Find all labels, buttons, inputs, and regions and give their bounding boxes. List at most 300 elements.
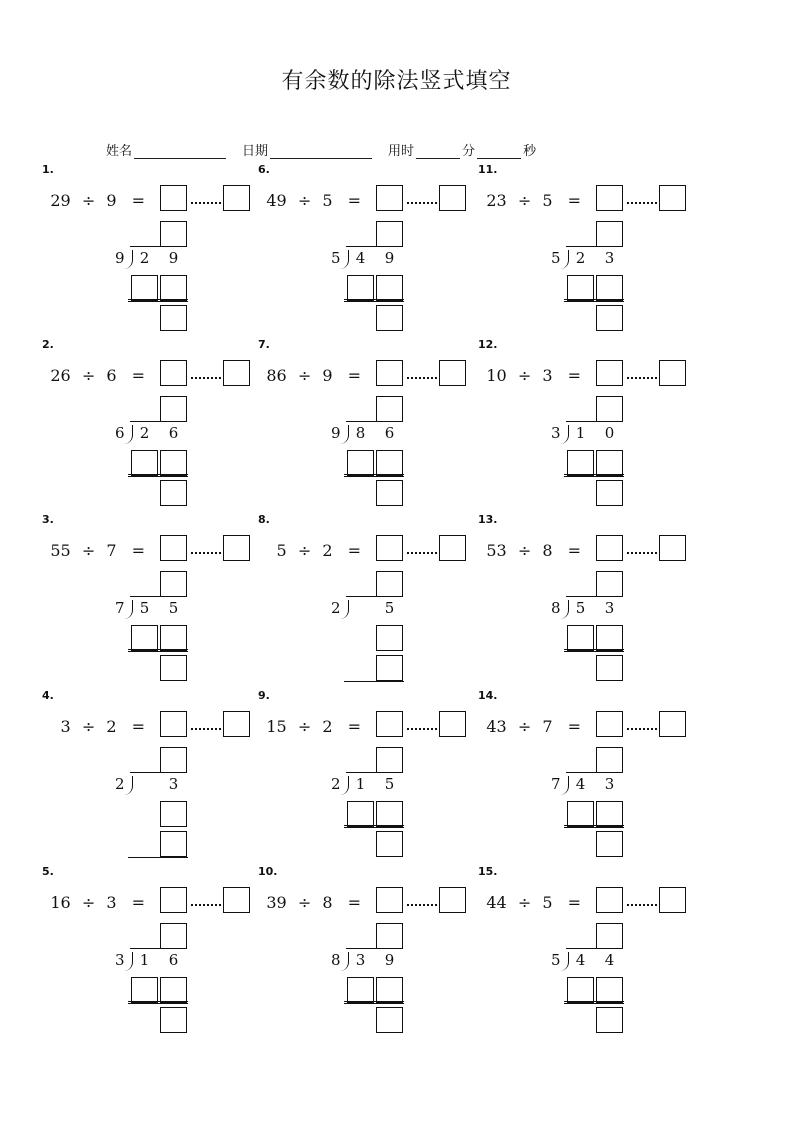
division-bar <box>346 596 402 597</box>
equation <box>277 541 361 560</box>
long-division-divisor: 7 <box>551 775 561 793</box>
equation <box>50 191 145 210</box>
equals-sign: = <box>131 717 145 736</box>
remainder-answer-box[interactable] <box>223 360 250 386</box>
division-bar <box>566 948 622 949</box>
subtraction-line <box>564 827 624 828</box>
dividend-ones-digit: 3 <box>604 775 615 793</box>
problem-number: 15. <box>478 865 498 878</box>
equation <box>486 717 581 736</box>
division-problem <box>478 338 698 513</box>
dividend-tens-digit: 2 <box>139 249 150 267</box>
equals-sign: = <box>131 366 145 385</box>
problem-number: 8. <box>258 513 270 526</box>
dividend-ones-digit: 9 <box>168 249 179 267</box>
division-bar <box>566 772 622 773</box>
product-ones-box[interactable] <box>596 977 623 1003</box>
division-problem <box>258 865 478 1040</box>
remainder-answer-box[interactable] <box>439 887 466 913</box>
divisor: 2 <box>322 717 333 736</box>
dividend-tens-digit: 2 <box>575 249 586 267</box>
division-problem <box>42 338 262 513</box>
product-tens-box[interactable] <box>347 977 374 1003</box>
remainder-answer-box[interactable] <box>223 887 250 913</box>
remainder-dots <box>407 724 437 730</box>
product-ones-box[interactable] <box>596 801 623 827</box>
dividend: 43 <box>486 717 507 736</box>
subtraction-line <box>128 1003 188 1004</box>
remainder-dots <box>191 724 221 730</box>
remainder-box[interactable] <box>376 831 403 857</box>
divisor: 5 <box>322 191 333 210</box>
equals-sign: = <box>131 893 145 912</box>
subtraction-line <box>564 474 624 475</box>
divide-sign: ÷ <box>81 191 96 210</box>
division-bar <box>130 596 186 597</box>
dividend-tens-digit: 4 <box>575 775 586 793</box>
subtraction-line <box>344 299 404 300</box>
quotient-answer-box[interactable] <box>160 887 187 913</box>
subtraction-line <box>344 476 404 477</box>
subtraction-line <box>564 1001 624 1002</box>
division-bar <box>346 948 402 949</box>
remainder-box[interactable] <box>160 480 187 506</box>
dividend-tens-digit: 2 <box>139 424 150 442</box>
remainder-dots <box>627 900 657 906</box>
subtraction-line <box>564 1003 624 1004</box>
dividend-tens-digit: 4 <box>575 951 586 969</box>
quotient-answer-box[interactable] <box>376 711 403 737</box>
equation <box>266 717 361 736</box>
name-label: 姓名 <box>106 144 133 159</box>
equals-sign: = <box>347 541 361 560</box>
remainder-box[interactable] <box>160 305 187 331</box>
remainder-answer-box[interactable] <box>223 535 250 561</box>
divisor: 8 <box>542 541 553 560</box>
divide-sign: ÷ <box>297 191 312 210</box>
divide-sign: ÷ <box>517 191 532 210</box>
remainder-box[interactable] <box>376 480 403 506</box>
divisor: 3 <box>106 893 117 912</box>
seconds-field-line[interactable] <box>477 144 521 159</box>
divisor: 7 <box>542 717 553 736</box>
remainder-answer-box[interactable] <box>439 185 466 211</box>
divide-sign: ÷ <box>517 541 532 560</box>
quotient-digit-box[interactable] <box>376 923 403 949</box>
subtraction-line <box>128 474 188 475</box>
long-division-divisor: 8 <box>551 599 561 617</box>
division-problem <box>478 163 698 338</box>
product-tens-box[interactable] <box>567 450 594 476</box>
long-division-divisor: 9 <box>331 424 341 442</box>
dividend-ones-digit: 0 <box>604 424 615 442</box>
product-ones-box[interactable] <box>596 450 623 476</box>
dividend-tens-digit: 4 <box>355 249 366 267</box>
subtraction-line <box>344 825 404 826</box>
subtraction-line <box>564 649 624 650</box>
long-division-divisor: 9 <box>115 249 125 267</box>
quotient-digit-box[interactable] <box>596 747 623 773</box>
quotient-digit-box[interactable] <box>376 221 403 247</box>
remainder-box[interactable] <box>596 655 623 681</box>
dividend-ones-digit: 5 <box>384 775 395 793</box>
product-ones-box[interactable] <box>376 801 403 827</box>
division-problem <box>258 689 478 864</box>
equation <box>50 541 145 560</box>
remainder-dots <box>191 900 221 906</box>
second-label: 秒 <box>523 144 537 159</box>
subtraction-line <box>564 299 624 300</box>
subtraction-line <box>128 476 188 477</box>
minute-label: 分 <box>462 144 476 159</box>
dividend-ones-digit: 9 <box>384 249 395 267</box>
product-ones-box[interactable] <box>160 625 187 651</box>
equals-sign: = <box>567 366 581 385</box>
divisor: 7 <box>106 541 117 560</box>
dividend: 10 <box>486 366 507 385</box>
quotient-digit-box[interactable] <box>376 747 403 773</box>
problem-number: 4. <box>42 689 54 702</box>
remainder-dots <box>627 198 657 204</box>
equals-sign: = <box>567 541 581 560</box>
remainder-box[interactable] <box>160 1007 187 1033</box>
remainder-dots <box>627 373 657 379</box>
division-problem <box>42 513 262 688</box>
problem-number: 9. <box>258 689 270 702</box>
remainder-box[interactable] <box>160 655 187 681</box>
long-division-divisor: 6 <box>115 424 125 442</box>
quotient-digit-box[interactable] <box>160 747 187 773</box>
subtraction-line <box>128 299 188 300</box>
divide-sign: ÷ <box>81 366 96 385</box>
remainder-answer-box[interactable] <box>659 887 686 913</box>
dividend-ones-digit: 9 <box>384 951 395 969</box>
problem-number: 13. <box>478 513 498 526</box>
remainder-box[interactable] <box>376 305 403 331</box>
equals-sign: = <box>131 541 145 560</box>
division-problem <box>42 163 262 338</box>
subtraction-line <box>128 1001 188 1002</box>
dividend-ones-digit: 3 <box>604 599 615 617</box>
product-tens-box[interactable] <box>567 275 594 301</box>
product-ones-box[interactable] <box>160 275 187 301</box>
remainder-dots <box>191 548 221 554</box>
equation <box>486 893 581 912</box>
dividend: 15 <box>266 717 287 736</box>
remainder-answer-box[interactable] <box>659 360 686 386</box>
quotient-digit-box[interactable] <box>160 571 187 597</box>
name-field-line[interactable] <box>134 144 226 159</box>
remainder-answer-box[interactable] <box>223 711 250 737</box>
subtraction-line <box>344 827 404 828</box>
division-bracket <box>340 600 349 619</box>
dividend-ones-digit: 5 <box>168 599 179 617</box>
dividend: 39 <box>266 893 287 912</box>
divide-sign: ÷ <box>297 893 312 912</box>
remainder-box[interactable] <box>376 655 403 681</box>
product-ones-box[interactable] <box>596 625 623 651</box>
equation <box>266 893 361 912</box>
division-bar <box>346 772 402 773</box>
quotient-digit-box[interactable] <box>376 396 403 422</box>
dividend: 49 <box>266 191 287 210</box>
remainder-dots <box>627 724 657 730</box>
product-ones-box[interactable] <box>376 625 403 651</box>
division-bar <box>566 246 622 247</box>
product-tens-box[interactable] <box>131 450 158 476</box>
product-ones-box[interactable] <box>160 450 187 476</box>
divide-sign: ÷ <box>81 541 96 560</box>
product-tens-box[interactable] <box>347 275 374 301</box>
quotient-digit-box[interactable] <box>160 221 187 247</box>
subtraction-line <box>128 649 188 650</box>
problem-number: 1. <box>42 163 54 176</box>
quotient-answer-box[interactable] <box>376 535 403 561</box>
divisor: 5 <box>542 893 553 912</box>
remainder-dots <box>191 373 221 379</box>
divide-sign: ÷ <box>81 717 96 736</box>
remainder-box[interactable] <box>596 480 623 506</box>
subtraction-line <box>344 1003 404 1004</box>
quotient-digit-box[interactable] <box>160 396 187 422</box>
quotient-digit-box[interactable] <box>160 923 187 949</box>
equals-sign: = <box>347 366 361 385</box>
long-division-divisor: 7 <box>115 599 125 617</box>
divide-sign: ÷ <box>297 541 312 560</box>
division-bar <box>130 948 186 949</box>
product-tens-box[interactable] <box>347 450 374 476</box>
remainder-answer-box[interactable] <box>439 535 466 561</box>
divide-sign: ÷ <box>517 893 532 912</box>
quotient-digit-box[interactable] <box>596 923 623 949</box>
equals-sign: = <box>567 717 581 736</box>
long-division-divisor: 2 <box>331 775 341 793</box>
equation <box>266 191 361 210</box>
dividend-tens-digit: 3 <box>355 951 366 969</box>
remainder-answer-box[interactable] <box>659 535 686 561</box>
product-ones-box[interactable] <box>596 275 623 301</box>
product-ones-box[interactable] <box>160 801 187 827</box>
product-ones-box[interactable] <box>160 977 187 1003</box>
dividend-tens-digit: 1 <box>575 424 586 442</box>
problem-number: 6. <box>258 163 270 176</box>
product-tens-box[interactable] <box>347 801 374 827</box>
dividend-tens-digit: 8 <box>355 424 366 442</box>
equation <box>61 717 145 736</box>
divide-sign: ÷ <box>81 893 96 912</box>
dividend: 16 <box>50 893 71 912</box>
long-division-divisor: 2 <box>331 599 341 617</box>
division-problem <box>258 513 478 688</box>
quotient-answer-box[interactable] <box>596 185 623 211</box>
divisor: 9 <box>322 366 333 385</box>
equation <box>486 366 581 385</box>
divisor: 3 <box>542 366 553 385</box>
product-ones-box[interactable] <box>376 450 403 476</box>
quotient-digit-box[interactable] <box>376 571 403 597</box>
divide-sign: ÷ <box>297 717 312 736</box>
quotient-answer-box[interactable] <box>376 887 403 913</box>
product-ones-box[interactable] <box>376 275 403 301</box>
subtraction-line <box>344 301 404 302</box>
division-problem <box>42 865 262 1040</box>
product-tens-box[interactable] <box>131 275 158 301</box>
problem-number: 7. <box>258 338 270 351</box>
remainder-dots <box>191 198 221 204</box>
divide-sign: ÷ <box>517 366 532 385</box>
quotient-digit-box[interactable] <box>596 396 623 422</box>
remainder-dots <box>407 373 437 379</box>
quotient-answer-box[interactable] <box>596 535 623 561</box>
divisor: 9 <box>106 191 117 210</box>
division-bar <box>130 421 186 422</box>
dividend-ones-digit: 6 <box>168 424 179 442</box>
equals-sign: = <box>567 191 581 210</box>
dividend-ones-digit: 3 <box>168 775 179 793</box>
student-info-row <box>106 140 536 159</box>
dividend-tens-digit: 5 <box>575 599 586 617</box>
problem-number: 5. <box>42 865 54 878</box>
divide-sign: ÷ <box>517 717 532 736</box>
dividend: 55 <box>50 541 71 560</box>
long-division-divisor: 3 <box>115 951 125 969</box>
product-ones-box[interactable] <box>376 977 403 1003</box>
quotient-answer-box[interactable] <box>596 360 623 386</box>
division-bar <box>566 596 622 597</box>
long-division-divisor: 3 <box>551 424 561 442</box>
quotient-answer-box[interactable] <box>376 185 403 211</box>
division-bar <box>346 246 402 247</box>
problem-number: 2. <box>42 338 54 351</box>
division-problem <box>478 689 698 864</box>
quotient-answer-box[interactable] <box>160 360 187 386</box>
division-bar <box>130 772 186 773</box>
date-field-line[interactable] <box>270 144 372 159</box>
long-division-divisor: 5 <box>551 951 561 969</box>
division-problem <box>478 865 698 1040</box>
equals-sign: = <box>347 191 361 210</box>
quotient-answer-box[interactable] <box>160 711 187 737</box>
remainder-answer-box[interactable] <box>659 185 686 211</box>
dividend: 29 <box>50 191 71 210</box>
subtraction-line <box>564 476 624 477</box>
division-problem <box>478 513 698 688</box>
dividend: 26 <box>50 366 71 385</box>
remainder-answer-box[interactable] <box>439 360 466 386</box>
remainder-answer-box[interactable] <box>439 711 466 737</box>
divisor: 6 <box>106 366 117 385</box>
dividend: 53 <box>486 541 507 560</box>
dividend-tens-digit: 5 <box>139 599 150 617</box>
subtraction-line <box>564 825 624 826</box>
product-tens-box[interactable] <box>567 625 594 651</box>
division-bar <box>130 246 186 247</box>
page-title: 有余数的除法竖式填空 <box>281 69 512 94</box>
division-problem <box>258 163 478 338</box>
quotient-answer-box[interactable] <box>160 185 187 211</box>
quotient-answer-box[interactable] <box>596 887 623 913</box>
equals-sign: = <box>567 893 581 912</box>
equation <box>486 541 581 560</box>
remainder-answer-box[interactable] <box>223 185 250 211</box>
remainder-dots <box>407 900 437 906</box>
dividend: 3 <box>60 717 71 736</box>
equation <box>266 366 361 385</box>
date-label: 日期 <box>242 144 269 159</box>
problem-number: 3. <box>42 513 54 526</box>
remainder-dots <box>407 548 437 554</box>
dividend-tens-digit: 1 <box>139 951 150 969</box>
division-problem <box>258 338 478 513</box>
subtraction-line <box>128 651 188 652</box>
subtraction-line <box>564 301 624 302</box>
divisor: 8 <box>322 893 333 912</box>
long-division-divisor: 8 <box>331 951 341 969</box>
dividend: 23 <box>486 191 507 210</box>
divisor: 2 <box>322 541 333 560</box>
remainder-dots <box>627 548 657 554</box>
product-tens-box[interactable] <box>131 625 158 651</box>
subtraction-line <box>128 301 188 302</box>
remainder-answer-box[interactable] <box>659 711 686 737</box>
divisor: 2 <box>106 717 117 736</box>
equals-sign: = <box>131 191 145 210</box>
dividend-ones-digit: 6 <box>384 424 395 442</box>
problem-number: 10. <box>258 865 278 878</box>
equals-sign: = <box>347 717 361 736</box>
problem-number: 11. <box>478 163 498 176</box>
product-tens-box[interactable] <box>567 977 594 1003</box>
problem-number: 14. <box>478 689 498 702</box>
dividend: 44 <box>486 893 507 912</box>
remainder-box[interactable] <box>160 831 187 857</box>
dividend-ones-digit: 3 <box>604 249 615 267</box>
subtraction-line <box>344 681 404 682</box>
subtraction-line <box>344 1001 404 1002</box>
division-bar <box>566 421 622 422</box>
long-division-divisor: 5 <box>551 249 561 267</box>
subtraction-line <box>564 651 624 652</box>
remainder-dots <box>407 198 437 204</box>
division-bracket <box>124 776 133 795</box>
dividend: 86 <box>266 366 287 385</box>
divisor: 5 <box>542 191 553 210</box>
remainder-box[interactable] <box>376 1007 403 1033</box>
minutes-field-line[interactable] <box>416 144 460 159</box>
long-division-divisor: 5 <box>331 249 341 267</box>
quotient-answer-box[interactable] <box>376 360 403 386</box>
dividend-tens-digit: 1 <box>355 775 366 793</box>
dividend-ones-digit: 5 <box>384 599 395 617</box>
equals-sign: = <box>347 893 361 912</box>
dividend-ones-digit: 6 <box>168 951 179 969</box>
quotient-digit-box[interactable] <box>596 571 623 597</box>
long-division-divisor: 2 <box>115 775 125 793</box>
quotient-answer-box[interactable] <box>596 711 623 737</box>
division-bar <box>346 421 402 422</box>
quotient-answer-box[interactable] <box>160 535 187 561</box>
remainder-box[interactable] <box>596 831 623 857</box>
remainder-box[interactable] <box>596 1007 623 1033</box>
equation <box>50 366 145 385</box>
subtraction-line <box>128 857 188 858</box>
time-label: 用时 <box>388 144 415 159</box>
remainder-box[interactable] <box>596 305 623 331</box>
dividend: 5 <box>276 541 287 560</box>
product-tens-box[interactable] <box>131 977 158 1003</box>
product-tens-box[interactable] <box>567 801 594 827</box>
quotient-digit-box[interactable] <box>596 221 623 247</box>
